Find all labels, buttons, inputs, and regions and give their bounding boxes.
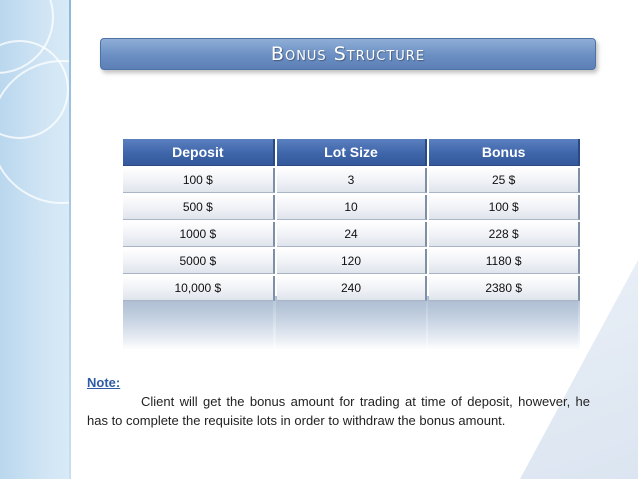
header-bonus: Bonus [429,139,580,166]
left-decorative-band [0,0,69,479]
bonus-cell: 228 $ [429,222,580,247]
table-reflection [123,296,580,350]
header-lot-size: Lot Size [277,139,428,166]
table-header-row [123,139,580,166]
band-divider [69,0,71,479]
table-row [123,276,580,301]
lot-size-cell: 24 [277,222,428,247]
note-label: Note: [87,375,121,390]
bonus-cell: 2380 $ [429,276,580,301]
lot-size-cell: 240 [277,276,428,301]
bonus-cell: 1180 $ [429,249,580,274]
reflection-shade [428,296,578,350]
bonus-cell: 25 $ [429,168,580,193]
decorative-arc [0,60,69,204]
note-text: Client will get the bonus amount for trading at time of deposit, however, he has to complete the requisite lots in order to withdraw the bonus amount. [87,394,590,428]
reflection-shade [276,296,426,350]
lot-size-cell: 120 [277,249,428,274]
deposit-cell: 5000 $ [123,249,275,274]
table-row [123,222,580,247]
header-deposit: Deposit [123,139,275,166]
lot-size-cell: 3 [277,168,428,193]
reflection-shade [123,296,273,350]
bonus-table [123,139,580,303]
table-row [123,168,580,193]
table-row [123,249,580,274]
deposit-cell: 100 $ [123,168,275,193]
deposit-cell: 500 $ [123,195,275,220]
deposit-cell: 10,000 $ [123,276,275,301]
note-section [87,373,590,430]
bonus-cell: 100 $ [429,195,580,220]
slide-title: Bonus Structure [270,43,426,65]
deposit-cell: 1000 $ [123,222,275,247]
table-row [123,195,580,220]
slide-title-bar [100,38,596,70]
lot-size-cell: 10 [277,195,428,220]
